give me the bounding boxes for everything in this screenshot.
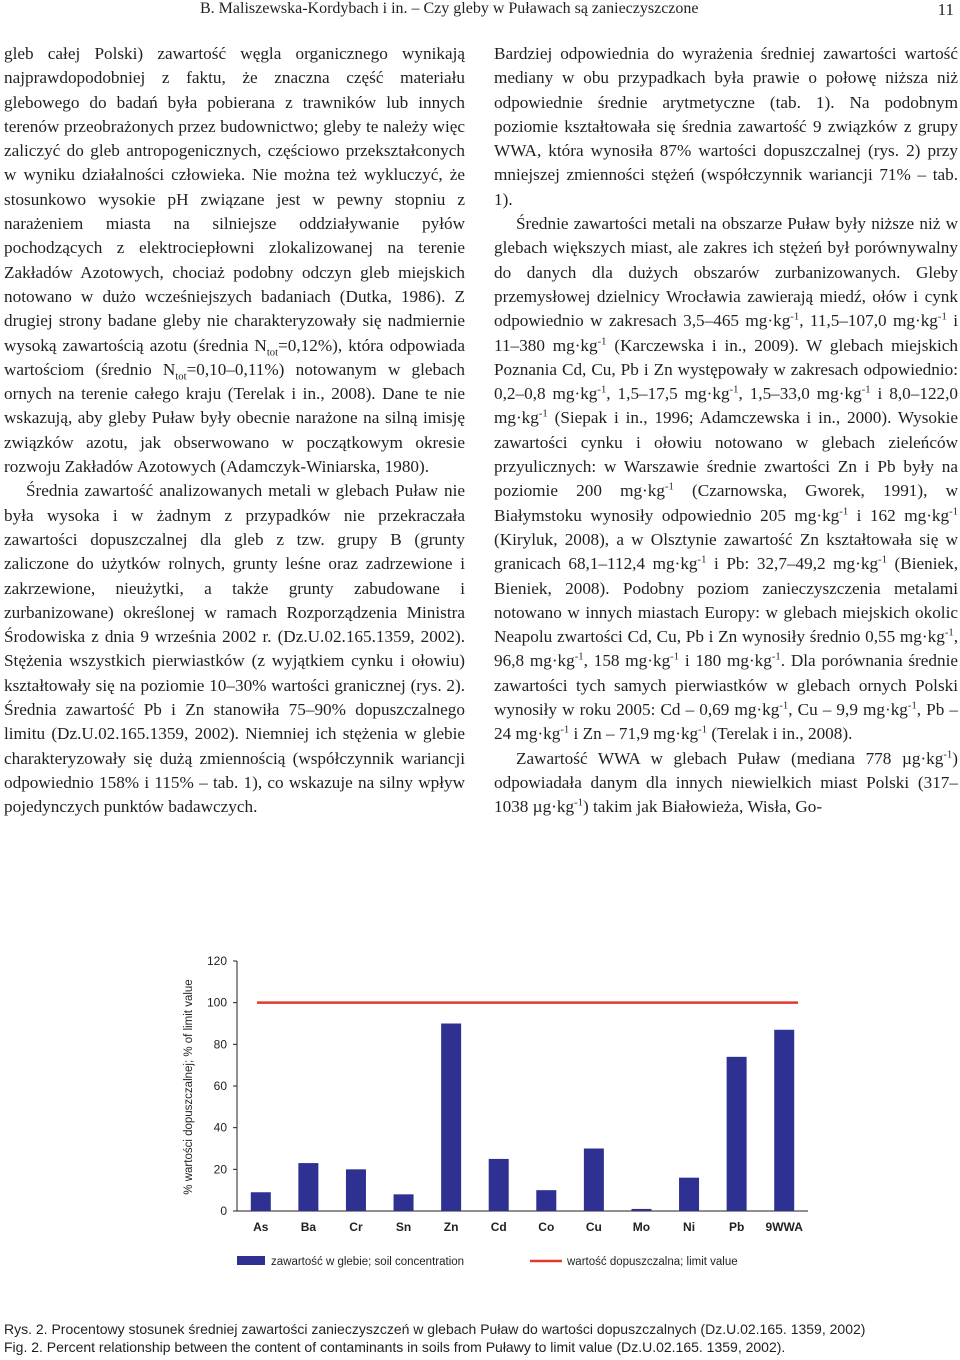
superscript-exponent: -1: [597, 335, 607, 347]
superscript-exponent: -1: [790, 311, 800, 323]
y-axis-label: % wartości dopuszczalnej; % of limit value: [183, 979, 195, 1195]
superscript-exponent: -1: [943, 748, 953, 760]
superscript-exponent: -1: [538, 408, 548, 420]
superscript-exponent: -1: [839, 505, 849, 517]
right-paragraph-1: Bardziej odpowiednia do wyrażenia średniej zawartości wartość mediany w obu przypadkach była prawie o połowę niższa niż odpowiednie średnie arytmetyczne (tab. 1). Na podobnym poziomie kształtowała się średnia zawartość 9 związków z grupy WWA, która wynosiła 87% wartości dopuszczalnej (rys. 2) przy mniejszej zmienności stężeń (współczynnik wariancji 71% – tab. 1).: [494, 44, 958, 209]
superscript-exponent: -1: [861, 384, 871, 396]
text-segment: (Siepak i in., 1996; Adamczewska i in., 2000). Wysokie zawartości cynku i ołowiu notowano w glebach zieleńców przyulicznych: w Warszawie średnie zwartości Zn i Pb były na poziomie 200 mg·kg: [494, 408, 958, 501]
superscript-exponent: -1: [771, 651, 781, 663]
figure-caption: [4, 1320, 959, 1356]
figure-2: [0, 940, 960, 1280]
text-segment: i 8,0–122,0 mg·kg: [494, 384, 959, 428]
y-tick-label: 120: [206, 954, 227, 968]
caption-polish: Rys. 2. Procentowy stosunek średniej zawartości zanieczyszczeń w glebach Puław do wartości dopuszczalnych (Dz.U.02.165. 1359, 2002): [4, 1321, 866, 1337]
text-segment: , 1,5–17,5 mg·kg: [606, 384, 730, 404]
text-segment: , 11,5–107,0 mg·kg: [799, 311, 938, 331]
x-tick-label: Pb: [728, 1220, 745, 1234]
text-segment: (Karczewska i in., 2009). W glebach miejskich Poznania Cd, Cu, Pb i Zn występowały w zakresach odpowiednio: 0,2–0,8 mg·kg: [494, 335, 958, 404]
bar-as: [251, 1192, 271, 1211]
superscript-exponent: -1: [597, 384, 607, 396]
bar-co: [536, 1190, 556, 1211]
x-tick-label: As: [253, 1220, 269, 1234]
text-segment: . Dla porównania średnie zawartości tych samych pierwiastków w glebach ornych Polski wynosiły w roku 2005: Cd – 0,69 mg·kg: [494, 651, 958, 720]
superscript-exponent: -1: [574, 797, 583, 809]
text-segment: (Terelak i in., 2008).: [707, 724, 853, 744]
text-segment: (Bieniek, Bieniek, 2008). Podobny poziom zanieczyszczenia metalami notowano w innych miastach Europy: w glebach miejskich okolic Neapolu zwartości Cd, Cu, Pb i Zn wynosiły średnio 0,55 mg·kg: [494, 554, 959, 647]
legend-label-soil: zawartość w glebie; soil concentration: [271, 1256, 465, 1268]
text-segment: , 96,8 mg·kg: [494, 627, 958, 671]
superscript-exponent: -1: [670, 651, 680, 663]
right-paragraph-2: [494, 212, 958, 747]
text-segment: i 180 mg·kg: [679, 651, 772, 671]
y-tick-label: 80: [213, 1037, 227, 1052]
superscript-exponent: -1: [560, 724, 570, 736]
subscript-tot: tot: [175, 371, 187, 383]
y-tick-label: 20: [213, 1162, 227, 1177]
x-tick-label: Mo: [632, 1220, 651, 1234]
y-tick-label: 100: [206, 995, 227, 1010]
legend-label-limit: wartość dopuszczalna; limit value: [567, 1256, 738, 1268]
superscript-exponent: -1: [944, 627, 954, 639]
x-tick-label: Sn: [395, 1220, 412, 1234]
text-segment: i Pb: 32,7–49,2 mg·kg: [706, 554, 879, 574]
x-tick-label: Zn: [443, 1220, 459, 1234]
left-column: [4, 42, 465, 820]
text-segment: Zawartość WWA w glebach Puław (mediana 778 µg·kg: [516, 748, 944, 768]
superscript-exponent: -1: [878, 554, 887, 566]
superscript-exponent: -1: [664, 481, 674, 493]
text-segment: , 1,5–33,0 mg·kg: [738, 384, 862, 404]
left-p1a-text: gleb całej Polski) zawartość węgla organicznego wynikają najprawdopodobniej z faktu, że znaczna część materiału glebowego do badań była pobierana z trawników lub innych terenów przeobrażonych przez budownictwo; gleby te należy więc zaliczyć do gleb antropogenicznych, częściowo przekształconych w wyniku działalności człowieka.: [4, 44, 465, 185]
text-segment: Średnie zawartości metali na obszarze Puław były niższe niż w glebach większych miast, ale zakres ich stężeń był porównywalny do danych dla dużych obszarów zurbanizowanych. Gleby przemysłowej dzielnicy Wrocławia zawierają miedź, ołów i cynk odpowiednio w zakresach 3,5–465 mg·kg: [494, 214, 958, 331]
superscript-exponent: -1: [779, 700, 789, 712]
text-segment: (Kiryluk, 2008), a w Olsztynie zawartość Zn kształtowała się w granicach 68,1–112,4 mg·kg: [494, 529, 958, 574]
text-segment: ) takim jak Białowieża, Wisła, Go-: [582, 797, 823, 817]
running-header: [0, 0, 960, 30]
bar-ba: [298, 1163, 318, 1211]
right-paragraph-3: [494, 747, 958, 820]
y-tick-label: 40: [213, 1120, 227, 1135]
left-paragraph-2: Średnia zawartość analizowanych metali w glebach Puław nie była wysoka i w żadnym z przypadków nie przekraczała zawartości dopuszczalnej dla gleb z tzw. grupy B (grunty zaliczone do użytków rolnych, grunty leśne oraz zadrzewione i zakrzewione, nieużytki, a także grunty zabudowane i zurbanizowane) określonej w ramach Rozporządzenia Ministra Środowiska z dnia 9 września 2002 r. (Dz.U.02.165.1359, 2002). Stężenia wszystkich pierwiastków (z wyjątkiem cynku i ołowiu) kształtowały się na poziomie 10–30% wartości granicznej (rys. 2). Średnia zawartość Pb i Zn stanowiła 75–90% dopuszczalnego limitu (Dz.U.02.165.1359, 2002). Niemniej ich stężenia w glebie charakteryzowały się dużą zmiennością (współczynnik wariancji odpowiednio 158% i 115% – tab. 1), co wskazuje na silny wpływ pojedynczych punktów badawczych.: [4, 481, 465, 817]
bar-cd: [489, 1159, 509, 1211]
left-p1d-text: =0,12%), która odpowiada wartościom (średnio N: [4, 335, 465, 379]
y-tick-label: 60: [213, 1079, 227, 1093]
caption-english: Fig. 2. Percent relationship between the content of contaminants in soils from Puławy to limit value (Dz.U.02.165. 1359, 2002).: [4, 1339, 786, 1355]
text-segment: i 11–380 mg·kg: [494, 311, 958, 355]
bar-sn: [394, 1194, 414, 1211]
text-segment: i Zn – 71,9 mg·kg: [569, 724, 699, 744]
running-title: B. Maliszewska-Kordybach i in. – Czy gleby w Puławach są zanieczyszczone: [200, 0, 699, 17]
y-tick-label: 0: [220, 1204, 227, 1218]
bar-pb: [727, 1057, 747, 1211]
text-segment: ) odpowiadała danym dla innych niewielkich miast Polski (317–1038 µg·kg: [494, 748, 958, 817]
bar-cr: [346, 1169, 366, 1211]
superscript-exponent: -1: [698, 724, 708, 736]
bar-chart: [0, 940, 960, 1280]
left-p1b-text: Nie można też wykluczyć, że stosunkowo wysokie pH związane jest w pewny stopniu z narażeniem miasta na silniejsze oddziaływanie pyłów pochodzących z elektrociepłowni zlokalizowanej na terenie Zakładów Azotowych, chociaż podobny odczyn gleb miejskich notowano w dużo wcześniejszych badaniach (Dutka, 1986).: [4, 165, 465, 306]
text-segment: , 158 mg·kg: [583, 651, 671, 671]
subscript-tot: tot: [266, 347, 279, 358]
left-p1e-text: =0,10–0,11%) notowanym w glebach ornych na terenie całego kraju (Terelak i in., 2008). Dane te nie wskazują, aby gleby Puław były obecnie narażone na silną imisję związków azotu, jak obserwowano w początkowym okresie rozwoju Zakładów Azotowych (Adamczyk-Winiarska, 1980).: [4, 359, 465, 477]
superscript-exponent: -1: [574, 651, 584, 663]
x-tick-label: Cr: [349, 1220, 363, 1234]
superscript-exponent: -1: [937, 311, 947, 323]
bar-9wwa: [774, 1030, 794, 1211]
text-segment: (Czarnowska, Gworek, 1991), w Białymstoku wynosiły odpowiednio 205 mg·kg: [494, 481, 958, 525]
bar-mo: [631, 1209, 651, 1211]
x-tick-label: Ba: [300, 1220, 317, 1234]
superscript-exponent: -1: [729, 384, 739, 396]
page-number: 11: [937, 0, 954, 19]
x-tick-label: Cu: [585, 1220, 602, 1234]
x-tick-label: Co: [538, 1220, 555, 1234]
text-segment: , Pb – 24 mg·kg: [494, 700, 959, 744]
text-segment: i 162 mg·kg: [848, 505, 950, 525]
text-segment: , Cu – 9,9 mg·kg: [788, 700, 908, 720]
right-column: [494, 42, 958, 820]
bar-cu: [584, 1149, 604, 1212]
left-p1c-text: Z drugiej strony badane gleby nie charakteryzowały się nadmiernie wysoką zawartością azotu (średnia N: [4, 286, 466, 355]
x-tick-label: Cd: [490, 1220, 507, 1234]
x-tick-label: 9WWA: [765, 1220, 803, 1234]
bar-zn: [441, 1024, 461, 1212]
superscript-exponent: -1: [949, 505, 958, 517]
superscript-exponent: -1: [907, 700, 917, 712]
left-paragraph-1: [4, 42, 465, 479]
superscript-exponent: -1: [697, 554, 707, 566]
bar-ni: [679, 1178, 699, 1211]
legend-swatch-soil: [237, 1256, 265, 1265]
x-tick-label: Ni: [683, 1220, 696, 1234]
